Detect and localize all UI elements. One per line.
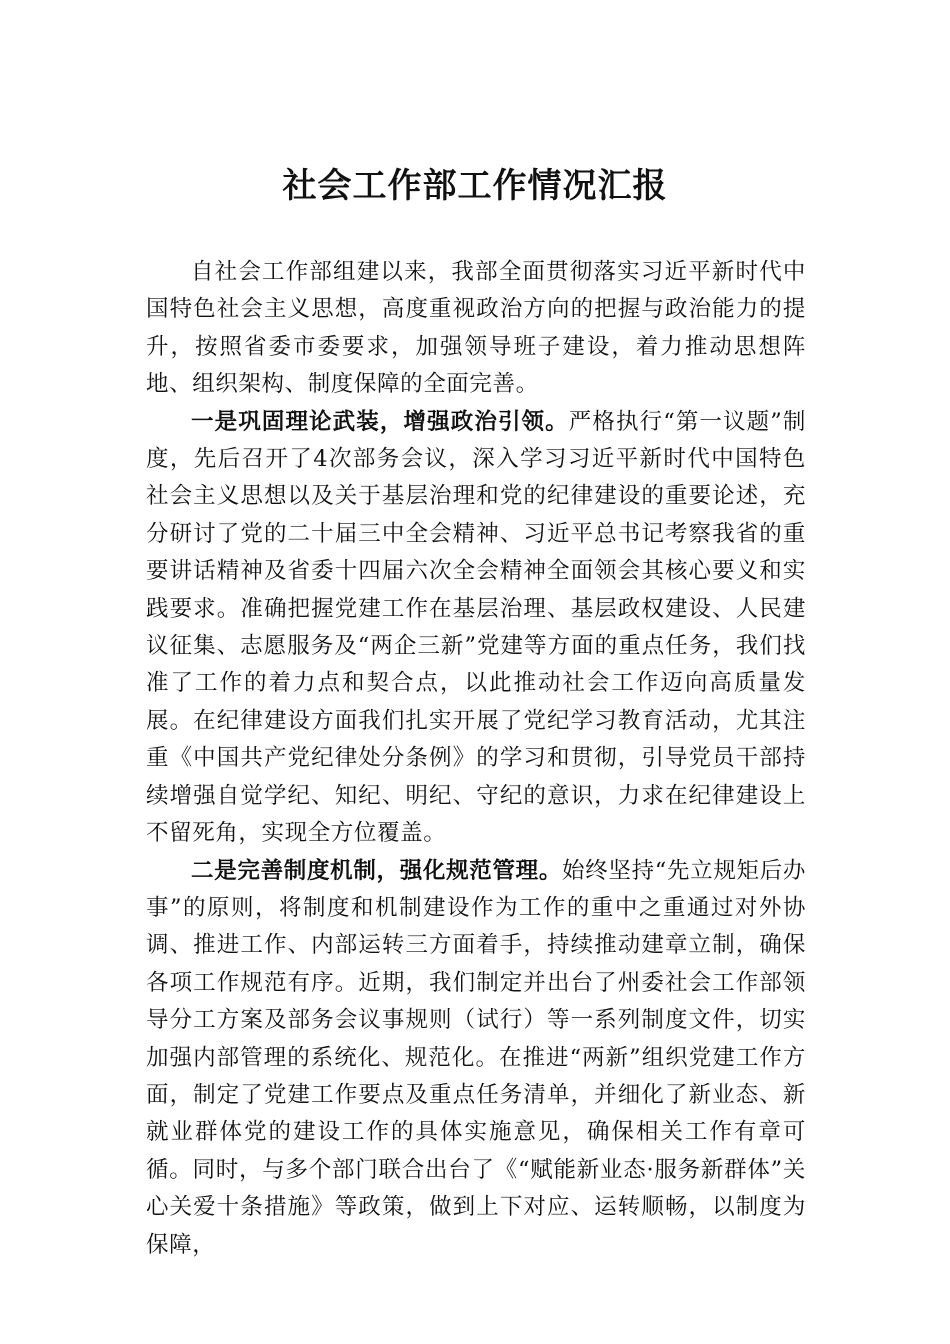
- document-title: 社会工作部工作情况汇报: [282, 166, 668, 206]
- paragraph-intro: [146, 254, 806, 404]
- paragraph-lead: 二是完善制度机制，强化规范管理。: [191, 857, 563, 884]
- paragraph-text: 严格执行“第一议题”制度，先后召开了4次部务会议，深入学习习近平新时代中国特色社会主义思想以及关于基层治理和党的纪律建设的重要论述，充分研讨了党的二十届三中全会精神、习近平总书记考察我省的重要讲话精神及省委十四届六次全会精神全面领会其核心要义和实践要求。准确把握党建工作在基层治理、基层政权建设、人民建议征集、志愿服务及“两企三新”党建等方面的重点任务，我们找准了工作的着力点和契合点，以此推动社会工作迈向高质量发展。在纪律建设方面我们扎实开展了党纪学习教育活动，尤其注重《中国共产党纪律处分条例》的学习和贯彻，引导党员干部持续增强自觉学纪、知纪、明纪、守纪的意识，力求在纪律建设上不留死角，实现全方位覆盖。: [146, 408, 806, 847]
- paragraph-lead: 一是巩固理论武装，增强政治引领。: [191, 408, 569, 435]
- paragraph-theory: [146, 404, 806, 853]
- paragraph-text: 自社会工作部组建以来，我部全面贯彻落实习近平新时代中国特色社会主义思想，高度重视政治方向的把握与政治能力的提升，按照省委市委要求，加强领导班子建设，着力推动思想阵地、组织架构、制度保障的全面完善。: [146, 259, 806, 398]
- document-body: [146, 254, 806, 1264]
- paragraph-text: 始终坚持“先立规矩后办事”的原则，将制度和机制建设作为工作的重中之重通过对外协调、推进工作、内部运转三方面着手，持续推动建章立制，确保各项工作规范有序。近期，我们制定并出台了州委社会工作部领导分工方案及部务会议事规则（试行）等一系列制度文件，切实加强内部管理的系统化、规范化。在推进“两新”组织党建工作方面，制定了党建工作要点及重点任务清单，并细化了新业态、新就业群体党的建设工作的具体实施意见，确保相关工作有章可循。同时，与多个部门联合出台了《“赋能新业态·服务新群体”关心关爱十条措施》等政策，做到上下对应、运转顺畅，以制度为保障，: [146, 857, 806, 1258]
- paragraph-system: [146, 853, 806, 1264]
